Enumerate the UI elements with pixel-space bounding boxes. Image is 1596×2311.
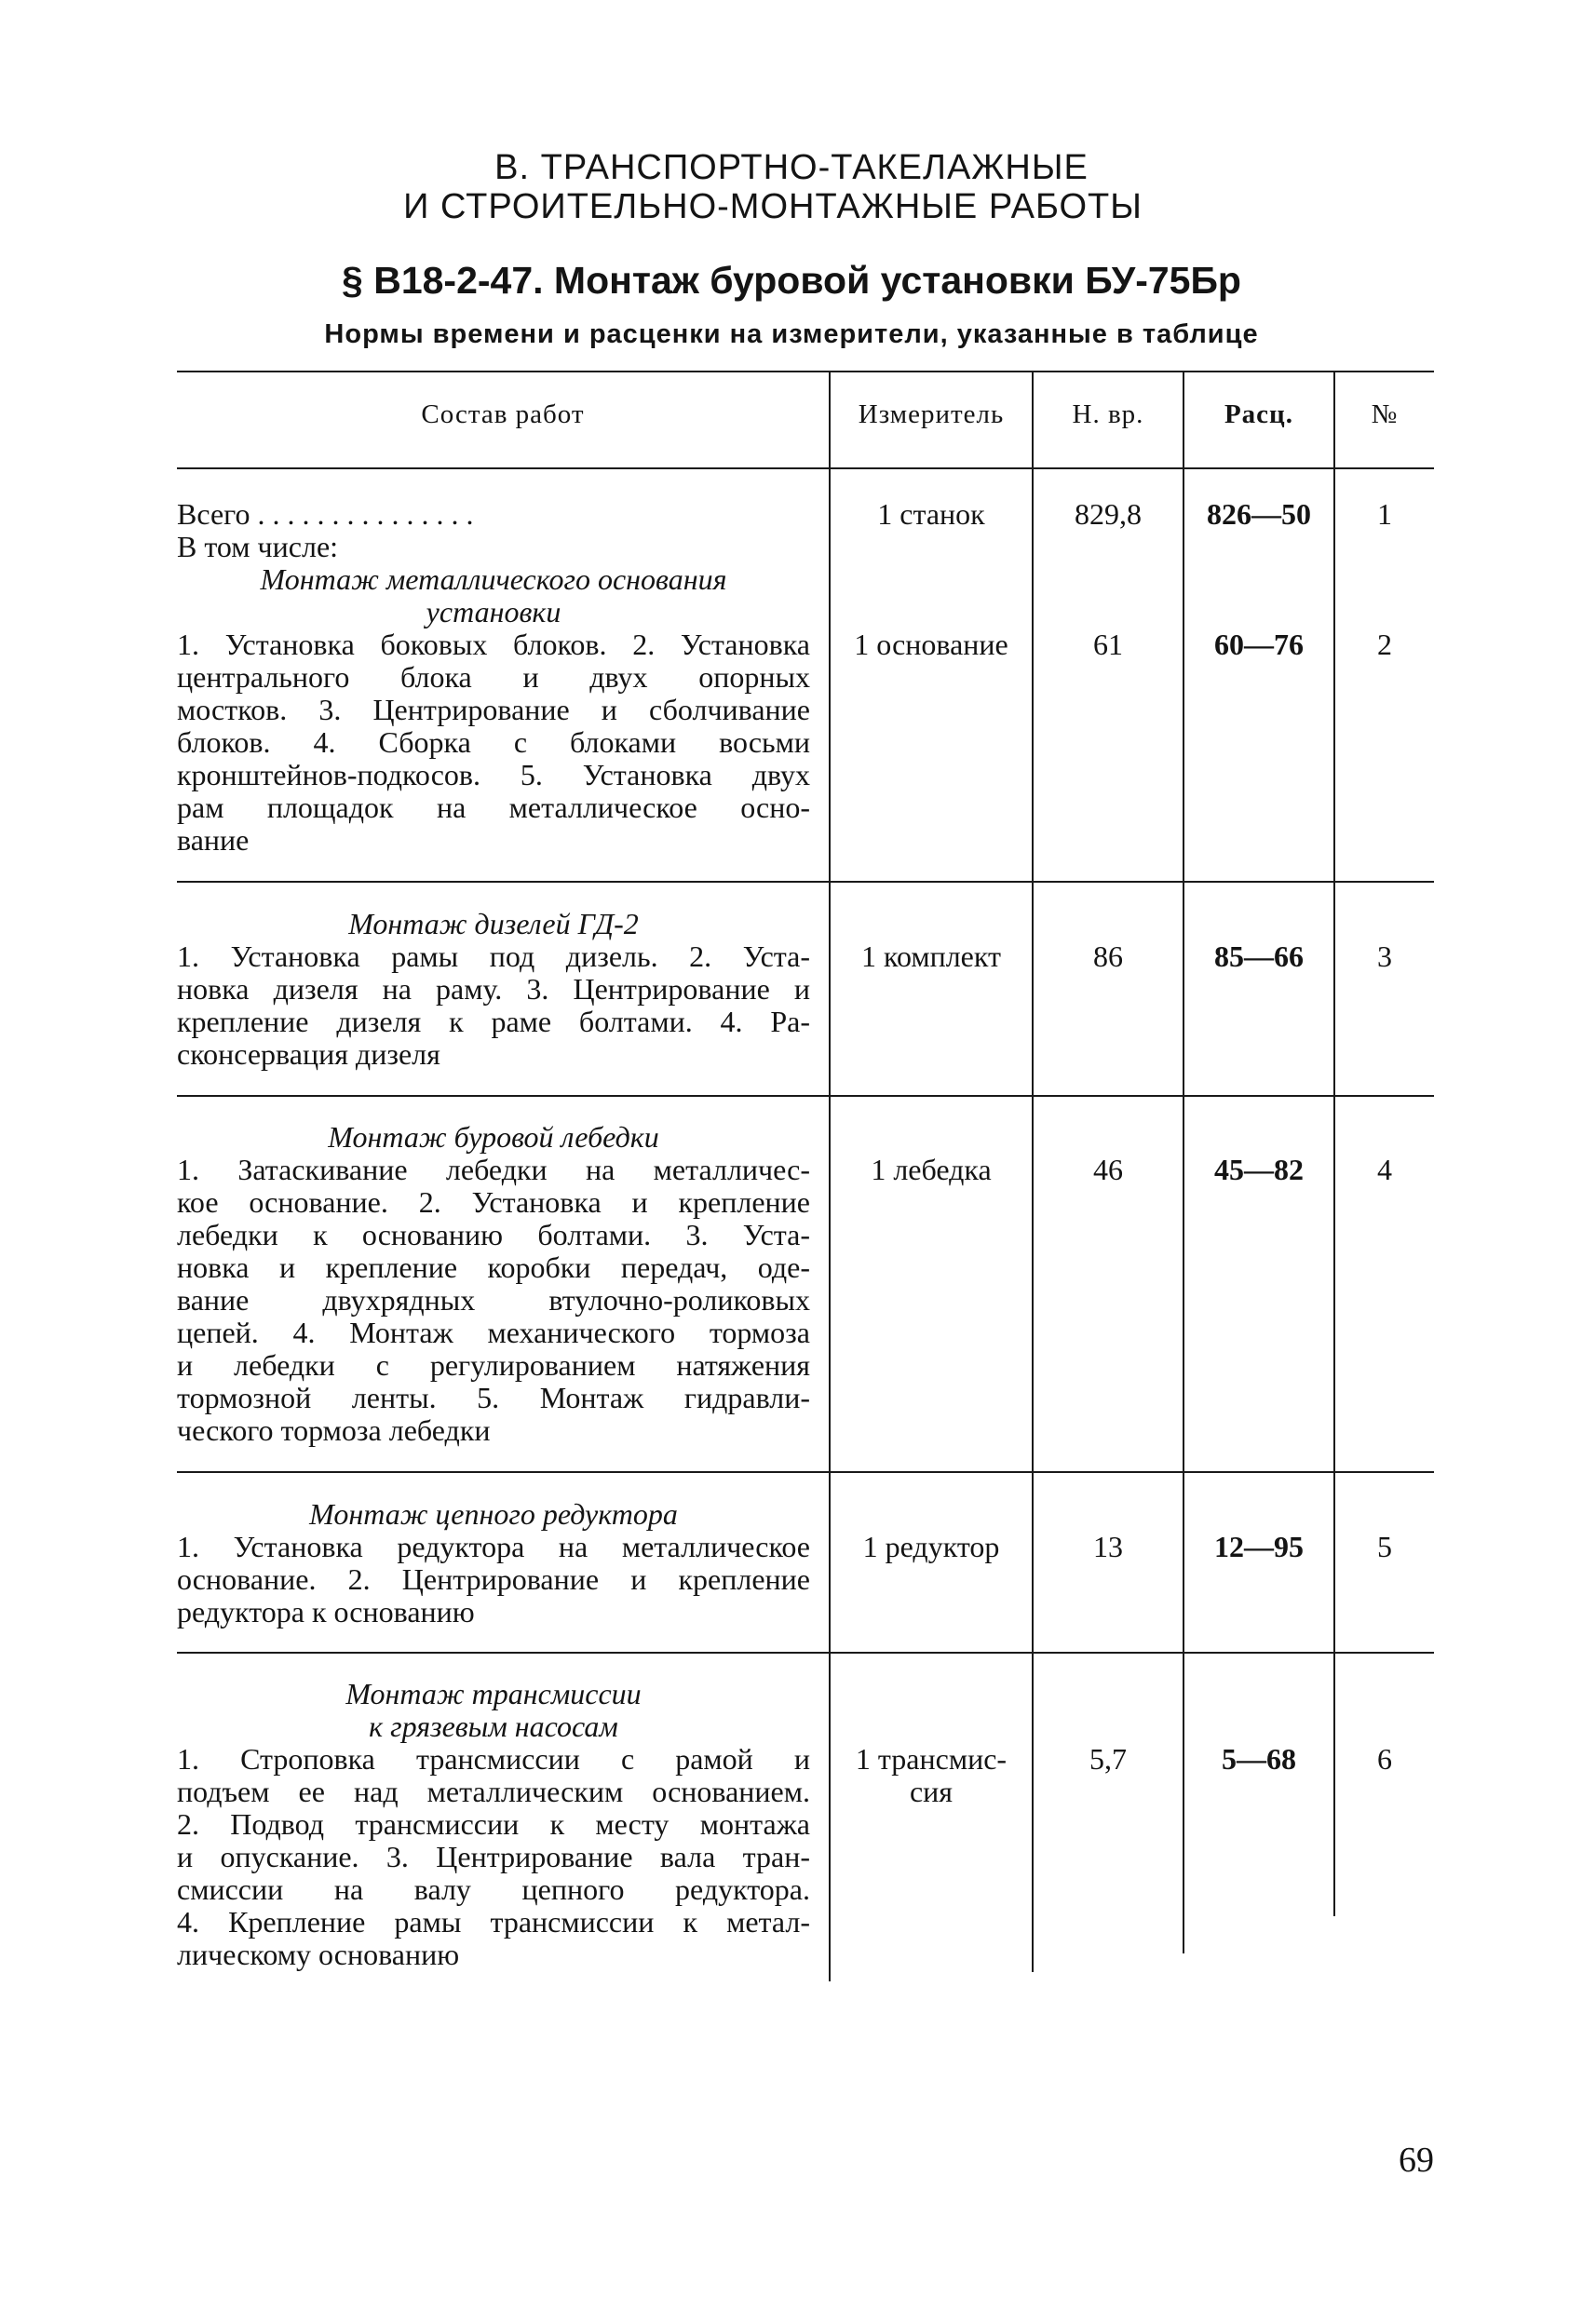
row-1-number: 2 bbox=[1377, 628, 1392, 661]
row-2-rate: 85—66 bbox=[1214, 939, 1304, 973]
row-3-rate: 45—82 bbox=[1214, 1153, 1304, 1186]
row-1-measure: 1 основание bbox=[854, 628, 1008, 661]
row-3-title: Монтаж буровой лебедки bbox=[328, 1120, 659, 1154]
page-number: 69 bbox=[1399, 2141, 1434, 2180]
row-3-description: 1. Затаскивание лебедки на металличес- кое основание. 2. Установка и крепление лебедки к основанию болтами. 3. Уста- новка и крепление коробки передач, оде- вание двухрядных втулочно-роликовых цепей. 4. Монтаж механического тормоза и лебедки с регулированием натяжения тормозной ленты. 5. Монтаж гидравли- ческого тормоза лебедки bbox=[177, 1153, 810, 1447]
row-4-time-norm: 13 bbox=[1093, 1530, 1123, 1563]
table-top-rule bbox=[177, 371, 1434, 372]
row-4-number: 5 bbox=[1377, 1530, 1392, 1563]
row-3-number: 4 bbox=[1377, 1153, 1392, 1186]
row-2-time-norm: 86 bbox=[1093, 939, 1123, 973]
row-divider bbox=[177, 1095, 1434, 1097]
header-composition: Состав работ bbox=[421, 399, 585, 429]
header-time-norm: Н. вр. bbox=[1072, 399, 1144, 429]
total-number: 1 bbox=[1377, 497, 1392, 531]
section-heading-line-2: И СТРОИТЕЛЬНО-МОНТАЖНЫЕ РАБОТЫ bbox=[403, 187, 1143, 226]
row-4-rate: 12—95 bbox=[1214, 1530, 1304, 1563]
header-number: № bbox=[1371, 399, 1399, 429]
including-label: В том числе: bbox=[177, 530, 339, 563]
header-measure: Измеритель bbox=[858, 399, 1005, 429]
row-2-title: Монтаж дизелей ГД-2 bbox=[348, 907, 639, 940]
total-time-norm: 829,8 bbox=[1075, 497, 1142, 531]
row-5-description: 1. Строповка трансмиссии с рамой и подъем ее над металлическим основанием. 2. Подвод трансмиссии к месту монтажа и опускание. 3. Центрирование вала тран- смиссии на валу цепного редуктора. 4. Крепление рамы трансмиссии к метал- лическому основанию bbox=[177, 1742, 810, 1971]
row-4-measure: 1 редуктор bbox=[862, 1530, 1000, 1563]
section-heading-line-1: В. ТРАНСПОРТНО-ТАКЕЛАЖНЫЕ bbox=[494, 148, 1089, 187]
row-3-time-norm: 46 bbox=[1093, 1153, 1123, 1186]
total-rate: 826—50 bbox=[1207, 497, 1311, 531]
row-3-measure: 1 лебедка bbox=[871, 1153, 992, 1186]
row-1-time-norm: 61 bbox=[1093, 628, 1123, 661]
total-measure: 1 станок bbox=[877, 497, 985, 531]
row-4-title: Монтаж цепного редуктора bbox=[309, 1497, 678, 1531]
row-2-measure: 1 комплект bbox=[861, 939, 1001, 973]
row-5-rate: 5—68 bbox=[1222, 1742, 1296, 1776]
row-1-description: 1. Установка боковых блоков. 2. Установка центрального блока и двух опорных мостков. 3. Центрирование и сболчивание блоков. 4. Сборка с блоками восьми кронштейнов-подкосов. 5. Установка двух рам площадок на металлическое осно- вание bbox=[177, 628, 810, 857]
row-5-time-norm: 5,7 bbox=[1089, 1742, 1127, 1776]
row-5-title: Монтаж трансмиссии к грязевым насосам bbox=[345, 1677, 642, 1743]
row-divider bbox=[177, 881, 1434, 883]
row-1-rate: 60—76 bbox=[1214, 628, 1304, 661]
row-2-description: 1. Установка рамы под дизель. 2. Уста- новка дизеля на раму. 3. Центрирование и крепление дизеля к раме болтами. 4. Ра- сконсервация дизеля bbox=[177, 939, 810, 1071]
paragraph-title: § В18-2-47. Монтаж буровой установки БУ-75Бр bbox=[342, 259, 1241, 302]
total-label: Всего . . . . . . . . . . . . . . . bbox=[177, 497, 474, 531]
row-divider bbox=[177, 1652, 1434, 1654]
header-rate: Расц. bbox=[1224, 399, 1294, 429]
row-divider bbox=[177, 1471, 1434, 1473]
row-4-description: 1. Установка редуктора на металлическое основание. 2. Центрирование и крепление редуктора к основанию bbox=[177, 1530, 810, 1629]
row-2-number: 3 bbox=[1377, 939, 1392, 973]
row-5-measure: 1 трансмис- сия bbox=[855, 1742, 1008, 1808]
table-header-rule bbox=[177, 467, 1434, 469]
row-5-number: 6 bbox=[1377, 1742, 1392, 1776]
row-1-title: Монтаж металлического основания установки bbox=[260, 562, 727, 628]
column-divider bbox=[1333, 371, 1335, 1916]
table-subtitle: Нормы времени и расценки на измерители, указанные в таблице bbox=[324, 319, 1259, 349]
